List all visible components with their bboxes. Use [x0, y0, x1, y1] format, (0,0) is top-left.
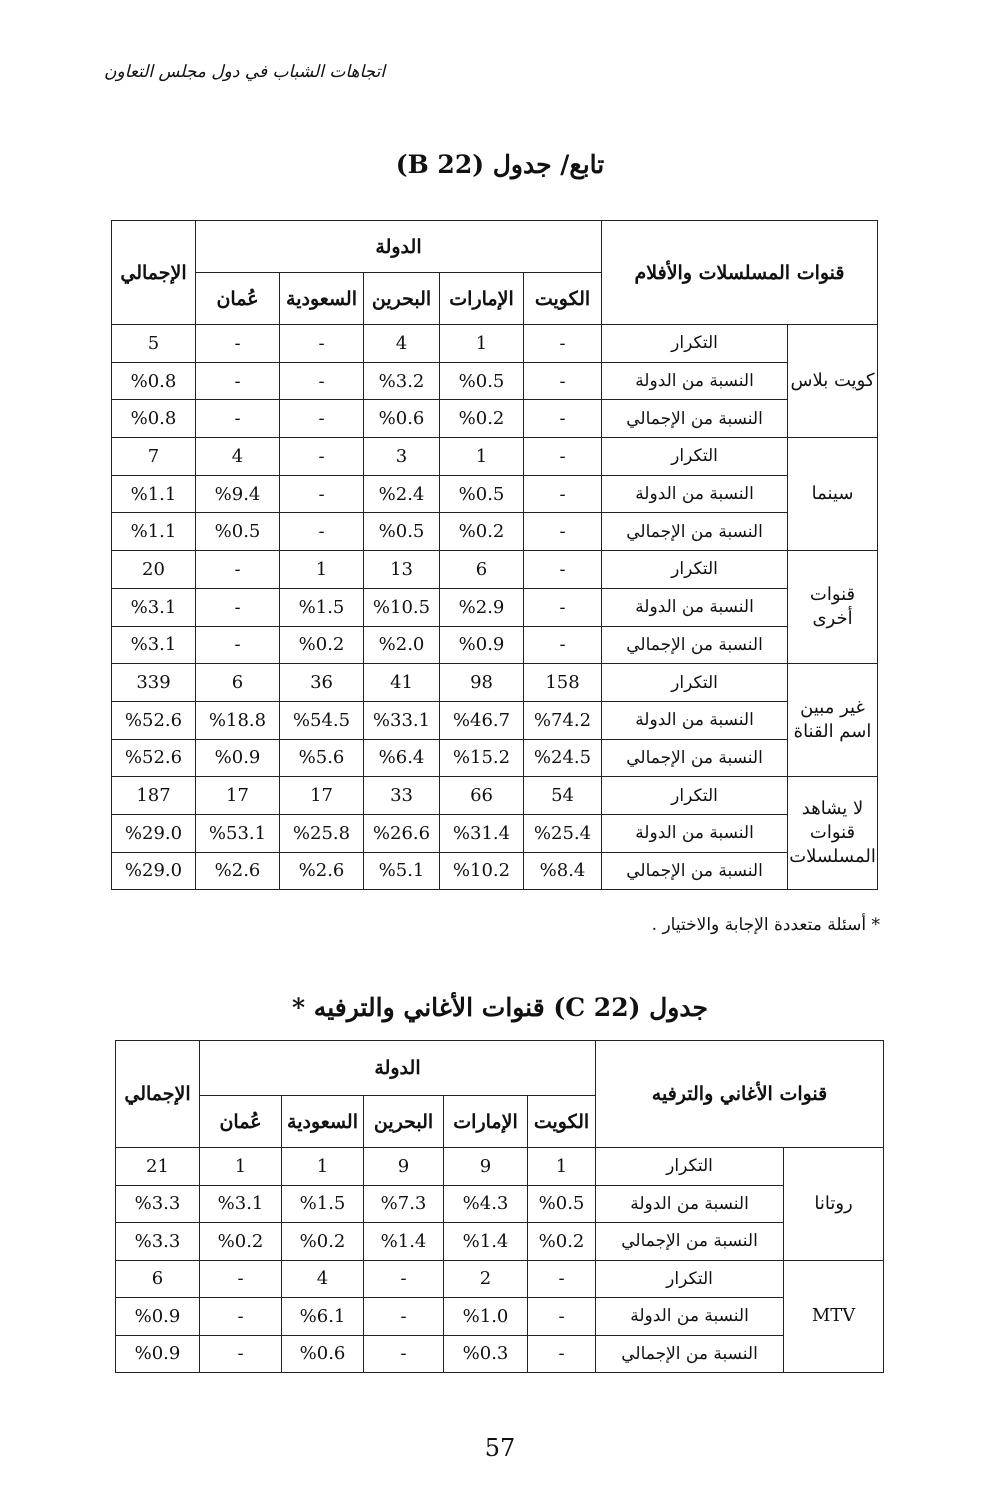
- country-column-header: الإمارات: [440, 273, 524, 325]
- channel-group-label: كويت بلاس: [788, 325, 878, 438]
- value-cell: 17: [196, 777, 280, 815]
- value-cell: -: [524, 513, 602, 551]
- table-row: [112, 626, 878, 664]
- value-cell: %54.5: [280, 701, 364, 739]
- metric-label: التكرار: [602, 325, 788, 363]
- metric-label: النسبة من الدولة: [602, 362, 788, 400]
- value-cell: %0.2: [440, 513, 524, 551]
- country-column-header: البحرين: [364, 273, 440, 325]
- value-cell: %53.1: [196, 814, 280, 852]
- value-cell: %2.4: [364, 475, 440, 513]
- table-row: [112, 400, 878, 438]
- value-cell: -: [524, 588, 602, 626]
- value-cell: %3.1: [200, 1185, 282, 1223]
- value-cell: %0.9: [440, 626, 524, 664]
- value-cell: %9.4: [196, 475, 280, 513]
- value-cell: 66: [440, 777, 524, 815]
- value-cell: %8.4: [524, 852, 602, 890]
- table-row: [112, 739, 878, 777]
- value-cell: 33: [364, 777, 440, 815]
- channel-group-label: سينما: [788, 438, 878, 551]
- value-cell: 1: [282, 1148, 364, 1186]
- value-cell: %15.2: [440, 739, 524, 777]
- value-cell: %26.6: [364, 814, 440, 852]
- value-cell: 1: [440, 438, 524, 476]
- total-cell: %29.0: [112, 852, 196, 890]
- country-header: الدولة: [200, 1041, 596, 1096]
- value-cell: -: [280, 362, 364, 400]
- total-cell: %3.1: [112, 588, 196, 626]
- value-cell: %5.1: [364, 852, 440, 890]
- channel-group-label: قنوات أخرى: [788, 551, 878, 664]
- metric-label: النسبة من الدولة: [602, 814, 788, 852]
- country-column-header: السعودية: [280, 273, 364, 325]
- value-cell: 17: [280, 777, 364, 815]
- total-cell: %29.0: [112, 814, 196, 852]
- value-cell: %0.6: [364, 400, 440, 438]
- value-cell: %0.5: [196, 513, 280, 551]
- metric-label: التكرار: [596, 1148, 784, 1186]
- total-cell: %3.3: [116, 1223, 200, 1261]
- value-cell: -: [524, 325, 602, 363]
- metric-label: النسبة من الدولة: [596, 1298, 784, 1336]
- running-header: اتجاهات الشباب في دول مجلس التعاون: [104, 62, 386, 82]
- header-row: [112, 221, 878, 273]
- value-cell: -: [280, 475, 364, 513]
- total-cell: 187: [112, 777, 196, 815]
- value-cell: %6.1: [282, 1298, 364, 1336]
- value-cell: 4: [364, 325, 440, 363]
- category-header: قنوات الأغاني والترفيه: [596, 1041, 884, 1148]
- value-cell: %5.6: [280, 739, 364, 777]
- header-row: [116, 1041, 884, 1096]
- value-cell: %0.5: [364, 513, 440, 551]
- value-cell: %31.4: [440, 814, 524, 852]
- table-b: [111, 220, 878, 890]
- value-cell: 9: [364, 1148, 444, 1186]
- total-cell: %52.6: [112, 739, 196, 777]
- value-cell: -: [364, 1335, 444, 1373]
- value-cell: %2.6: [196, 852, 280, 890]
- country-column-header: الإمارات: [444, 1096, 528, 1148]
- country-column-header: الكويت: [524, 273, 602, 325]
- value-cell: %0.3: [444, 1335, 528, 1373]
- value-cell: -: [528, 1335, 596, 1373]
- channel-group-label: روتانا: [784, 1148, 884, 1261]
- table-row: [112, 814, 878, 852]
- value-cell: -: [196, 588, 280, 626]
- metric-label: التكرار: [602, 664, 788, 702]
- country-column-header: عُمان: [196, 273, 280, 325]
- table-row: [112, 325, 878, 363]
- table-row: [112, 777, 878, 815]
- metric-label: النسبة من الإجمالي: [602, 513, 788, 551]
- value-cell: 6: [440, 551, 524, 589]
- value-cell: -: [364, 1298, 444, 1336]
- table-row: [116, 1260, 884, 1298]
- value-cell: %74.2: [524, 701, 602, 739]
- value-cell: -: [196, 551, 280, 589]
- value-cell: %25.8: [280, 814, 364, 852]
- table-row: [112, 852, 878, 890]
- table-c-title: جدول (C 22) قنوات الأغاني والترفيه *: [292, 993, 708, 1022]
- value-cell: 158: [524, 664, 602, 702]
- value-cell: 41: [364, 664, 440, 702]
- total-cell: %52.6: [112, 701, 196, 739]
- metric-label: النسبة من الإجمالي: [596, 1335, 784, 1373]
- value-cell: -: [200, 1335, 282, 1373]
- category-header: قنوات المسلسلات والأفلام: [602, 221, 878, 325]
- country-column-header: السعودية: [282, 1096, 364, 1148]
- table-row: [116, 1185, 884, 1223]
- value-cell: %46.7: [440, 701, 524, 739]
- value-cell: -: [524, 626, 602, 664]
- value-cell: -: [196, 626, 280, 664]
- value-cell: -: [280, 325, 364, 363]
- total-cell: %0.9: [116, 1298, 200, 1336]
- total-cell: 21: [116, 1148, 200, 1186]
- table-row: [112, 588, 878, 626]
- value-cell: 1: [280, 551, 364, 589]
- metric-label: النسبة من الدولة: [596, 1185, 784, 1223]
- table-b-title: تابع/ جدول (B 22): [395, 150, 605, 179]
- value-cell: -: [524, 438, 602, 476]
- channel-group-label: لا يشاهد قنوات المسلسلات: [788, 777, 878, 890]
- value-cell: -: [196, 400, 280, 438]
- channel-group-label: MTV: [784, 1260, 884, 1373]
- table-c: [115, 1040, 884, 1373]
- value-cell: -: [280, 400, 364, 438]
- value-cell: 2: [444, 1260, 528, 1298]
- value-cell: %0.2: [280, 626, 364, 664]
- value-cell: %2.9: [440, 588, 524, 626]
- total-header: الإجمالي: [116, 1041, 200, 1148]
- metric-label: النسبة من الإجمالي: [602, 852, 788, 890]
- metric-label: النسبة من الإجمالي: [596, 1223, 784, 1261]
- metric-label: النسبة من الإجمالي: [602, 400, 788, 438]
- table-row: [112, 438, 878, 476]
- total-cell: %3.3: [116, 1185, 200, 1223]
- total-cell: %0.8: [112, 362, 196, 400]
- value-cell: %3.2: [364, 362, 440, 400]
- total-cell: 7: [112, 438, 196, 476]
- table-row: [112, 701, 878, 739]
- metric-label: النسبة من الإجمالي: [602, 626, 788, 664]
- value-cell: %0.6: [282, 1335, 364, 1373]
- value-cell: -: [528, 1298, 596, 1336]
- value-cell: %1.0: [444, 1298, 528, 1336]
- value-cell: %1.4: [364, 1223, 444, 1261]
- value-cell: 36: [280, 664, 364, 702]
- value-cell: %0.9: [196, 739, 280, 777]
- metric-label: النسبة من الدولة: [602, 588, 788, 626]
- table-row: [112, 513, 878, 551]
- value-cell: -: [524, 475, 602, 513]
- value-cell: -: [200, 1260, 282, 1298]
- value-cell: %2.6: [280, 852, 364, 890]
- value-cell: -: [528, 1260, 596, 1298]
- total-cell: 5: [112, 325, 196, 363]
- value-cell: %0.2: [440, 400, 524, 438]
- value-cell: 9: [444, 1148, 528, 1186]
- value-cell: 1: [528, 1148, 596, 1186]
- value-cell: %18.8: [196, 701, 280, 739]
- country-column-header: الكويت: [528, 1096, 596, 1148]
- value-cell: 1: [200, 1148, 282, 1186]
- value-cell: %0.2: [200, 1223, 282, 1261]
- table-row: [112, 362, 878, 400]
- total-cell: %0.8: [112, 400, 196, 438]
- total-cell: %0.9: [116, 1335, 200, 1373]
- country-column-header: البحرين: [364, 1096, 444, 1148]
- value-cell: %2.0: [364, 626, 440, 664]
- metric-label: النسبة من الدولة: [602, 701, 788, 739]
- value-cell: %10.5: [364, 588, 440, 626]
- value-cell: 4: [196, 438, 280, 476]
- value-cell: %1.4: [444, 1223, 528, 1261]
- table-row: [116, 1148, 884, 1186]
- metric-label: التكرار: [602, 551, 788, 589]
- value-cell: %6.4: [364, 739, 440, 777]
- metric-label: التكرار: [602, 438, 788, 476]
- total-header: الإجمالي: [112, 221, 196, 325]
- total-cell: %1.1: [112, 513, 196, 551]
- value-cell: %10.2: [440, 852, 524, 890]
- value-cell: 3: [364, 438, 440, 476]
- value-cell: -: [524, 362, 602, 400]
- total-cell: %1.1: [112, 475, 196, 513]
- table-row: [112, 551, 878, 589]
- value-cell: -: [524, 551, 602, 589]
- country-header: الدولة: [196, 221, 602, 273]
- total-cell: 6: [116, 1260, 200, 1298]
- value-cell: 4: [282, 1260, 364, 1298]
- total-cell: %3.1: [112, 626, 196, 664]
- value-cell: 54: [524, 777, 602, 815]
- channel-group-label: غير مبين اسم القناة: [788, 664, 878, 777]
- value-cell: -: [280, 513, 364, 551]
- value-cell: -: [524, 400, 602, 438]
- country-column-header: عُمان: [200, 1096, 282, 1148]
- value-cell: %1.5: [282, 1185, 364, 1223]
- metric-label: التكرار: [596, 1260, 784, 1298]
- value-cell: 6: [196, 664, 280, 702]
- metric-label: التكرار: [602, 777, 788, 815]
- value-cell: %33.1: [364, 701, 440, 739]
- value-cell: %7.3: [364, 1185, 444, 1223]
- value-cell: 1: [440, 325, 524, 363]
- table-row: [112, 475, 878, 513]
- value-cell: -: [364, 1260, 444, 1298]
- table-row: [116, 1298, 884, 1336]
- value-cell: -: [196, 362, 280, 400]
- table-row: [116, 1223, 884, 1261]
- value-cell: %0.5: [528, 1185, 596, 1223]
- value-cell: %0.2: [282, 1223, 364, 1261]
- total-cell: 339: [112, 664, 196, 702]
- value-cell: %4.3: [444, 1185, 528, 1223]
- value-cell: %0.5: [440, 362, 524, 400]
- table-row: [116, 1335, 884, 1373]
- value-cell: %1.5: [280, 588, 364, 626]
- value-cell: %0.5: [440, 475, 524, 513]
- value-cell: 13: [364, 551, 440, 589]
- metric-label: النسبة من الإجمالي: [602, 739, 788, 777]
- value-cell: -: [200, 1298, 282, 1336]
- value-cell: -: [196, 325, 280, 363]
- footnote: * أسئلة متعددة الإجابة والاختيار .: [651, 915, 880, 935]
- value-cell: -: [280, 438, 364, 476]
- total-cell: 20: [112, 551, 196, 589]
- value-cell: 98: [440, 664, 524, 702]
- page-number: 57: [484, 1434, 516, 1462]
- value-cell: %0.2: [528, 1223, 596, 1261]
- metric-label: النسبة من الدولة: [602, 475, 788, 513]
- table-row: [112, 664, 878, 702]
- value-cell: %25.4: [524, 814, 602, 852]
- value-cell: %24.5: [524, 739, 602, 777]
